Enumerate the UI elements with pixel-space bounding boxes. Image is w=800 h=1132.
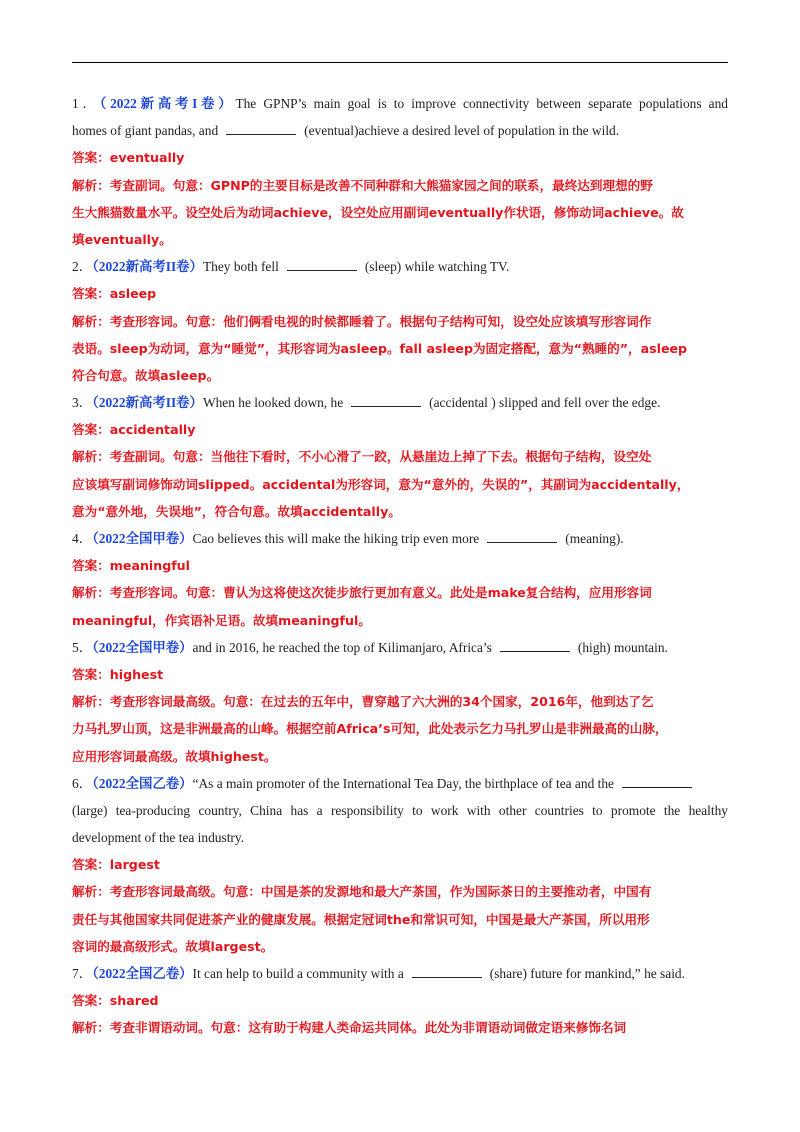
question-source: （2022全国乙卷） [92,966,193,981]
answer-1: 答案：eventually [72,150,185,166]
question-7 [72,960,728,987]
question-6-line-3: development of the tea industry. [72,830,245,846]
question-1-line-1 [72,90,728,117]
question-source: （2022全国乙卷） [92,775,193,791]
explanation-2-line-2: 表语。sleep为动词，意为“睡觉”，其形容词为asleep。fall asleep为固定搭配，意为“熟睡的”，asleep [72,340,688,356]
question-list [72,90,728,1042]
question-number: 5． [72,639,93,655]
explanation-2-line-1: 解析：考查形容词。句意：他们俩看电视的时候都睡着了。根据句子结构可知，设空处应该填写形容词作 [72,313,652,329]
explanation-2-line-3: 符合句意。故填asleep。 [72,367,220,383]
answer-3: 答案：accidentally [72,422,196,438]
question-text: (high) mountain. [577,639,668,655]
question-text: When he looked down, he [202,395,344,411]
question-text: Cao believes this will make the hiking trip even more [192,531,480,546]
explanation-3-line-1: 解析：考查副词。句意：当他往下看时，不小心滑了一跤，从悬崖边上掉了下去。根据句子结构，设空处 [72,449,652,465]
answer-blank [500,639,570,652]
answer-4: 答案：meaningful [72,558,190,574]
question-number: 3． [72,395,93,411]
answer-blank [351,394,421,407]
explanation-6-line-2: 责任与其他国家共同促进茶产业的健康发展。根据定冠词the和常识可知，中国是最大产茶国，所以用形 [72,911,650,927]
answer-blank [287,258,357,271]
question-number: 4． [72,531,93,546]
explanation-3-line-3: 意为“意外地，失误地”，符合句意。故填accidentally。 [72,503,401,519]
question-source: （2022全国甲卷） [92,531,193,546]
header-rule [72,62,728,63]
question-number: 7． [72,966,93,981]
explanation-1-line-1: 解析：考查副词。句意：GPNP的主要目标是改善不同种群和大熊猫家园之间的联系，最终达到理想的野 [72,177,653,193]
question-text: They both fell [202,259,279,275]
answer-blank [487,530,557,543]
answer-7: 答案：shared [72,993,159,1009]
question-number: 1． [72,96,100,111]
question-6-line-1 [72,770,728,797]
question-number: 2． [72,259,93,275]
question-3 [72,389,728,416]
answer-2: 答案：asleep [72,286,157,302]
answer-blank [226,122,296,135]
question-text: “As a main promoter of the International Tea Day, the birthplace of tea and the [192,775,614,791]
question-2 [72,253,728,280]
question-source: （2022新高考II卷） [92,259,203,275]
question-text: (share) future for mankind,” he said. [489,966,685,981]
question-5 [72,634,728,661]
explanation-6-line-3: 容词的最高级形式。故填largest。 [72,938,274,954]
explanation-6-line-1: 解析：考查形容词最高级。句意：中国是茶的发源地和最大产茶国，作为国际茶日的主要推动者，中国有 [72,884,652,900]
question-6-line-2: (large) tea-producing country, China has a responsibility to work with other countries to promote the healthy [72,802,728,818]
question-text: It can help to build a community with a [192,966,404,981]
question-text: and in 2016, he reached the top of Kilimanjaro, Africa’s [192,639,492,655]
question-4 [72,525,728,552]
question-source: （2022新高考II卷） [92,395,203,411]
explanation-4-line-2: meaningful，作宾语补足语。故填meaningful。 [72,612,371,628]
answer-5: 答案：highest [72,666,164,682]
explanation-1-line-2: 生大熊猫数量水平。设空处后为动词achieve，设空处应用副词eventually作状语，修饰动词achieve。故 [72,204,684,220]
question-text: (eventual)achieve a desired level of population in the wild. [304,123,620,139]
explanation-5-line-1: 解析：考查形容词最高级。句意：在过去的五年中，曹穿越了六大洲的34个国家，2016年，他到达了乞 [72,694,654,710]
explanation-7-line-1: 解析：考查非谓语动词。句意：这有助于构建人类命运共同体。此处为非谓语动词做定语来修饰名词 [72,1020,627,1036]
question-text: (sleep) while watching TV. [364,259,510,275]
explanation-3-line-2: 应该填写副词修饰动词slipped。accidental为形容词，意为“意外的，失误的”，其副词为accidentally， [72,476,690,492]
explanation-4-line-1: 解析：考查形容词。句意：曹认为这将使这次徒步旅行更加有意义。此处是make复合结构，应用形容词 [72,585,652,601]
question-source: （2022新高考I卷） [99,96,236,111]
explanation-5-line-3: 应用形容词最高级。故填highest。 [72,748,277,764]
question-text: (accidental ) slipped and fell over the edge. [429,395,661,411]
question-1-line-2 [72,117,728,144]
question-number: 6． [72,775,93,791]
answer-6: 答案：largest [72,857,160,873]
question-text: The GPNP’s main goal is to improve connectivity between separate populations and [235,96,728,111]
question-source: （2022全国甲卷） [92,639,193,655]
explanation-5-line-2: 力马扎罗山顶，这是非洲最高的山峰。根据空前Africa’s可知，此处表示乞力马扎罗山是非洲最高的山脉， [72,721,668,737]
answer-blank [412,965,482,978]
question-text: (meaning). [565,531,624,546]
explanation-1-line-3: 填eventually。 [72,231,172,247]
question-text: homes of giant pandas, and [72,123,219,139]
answer-blank [622,775,692,788]
